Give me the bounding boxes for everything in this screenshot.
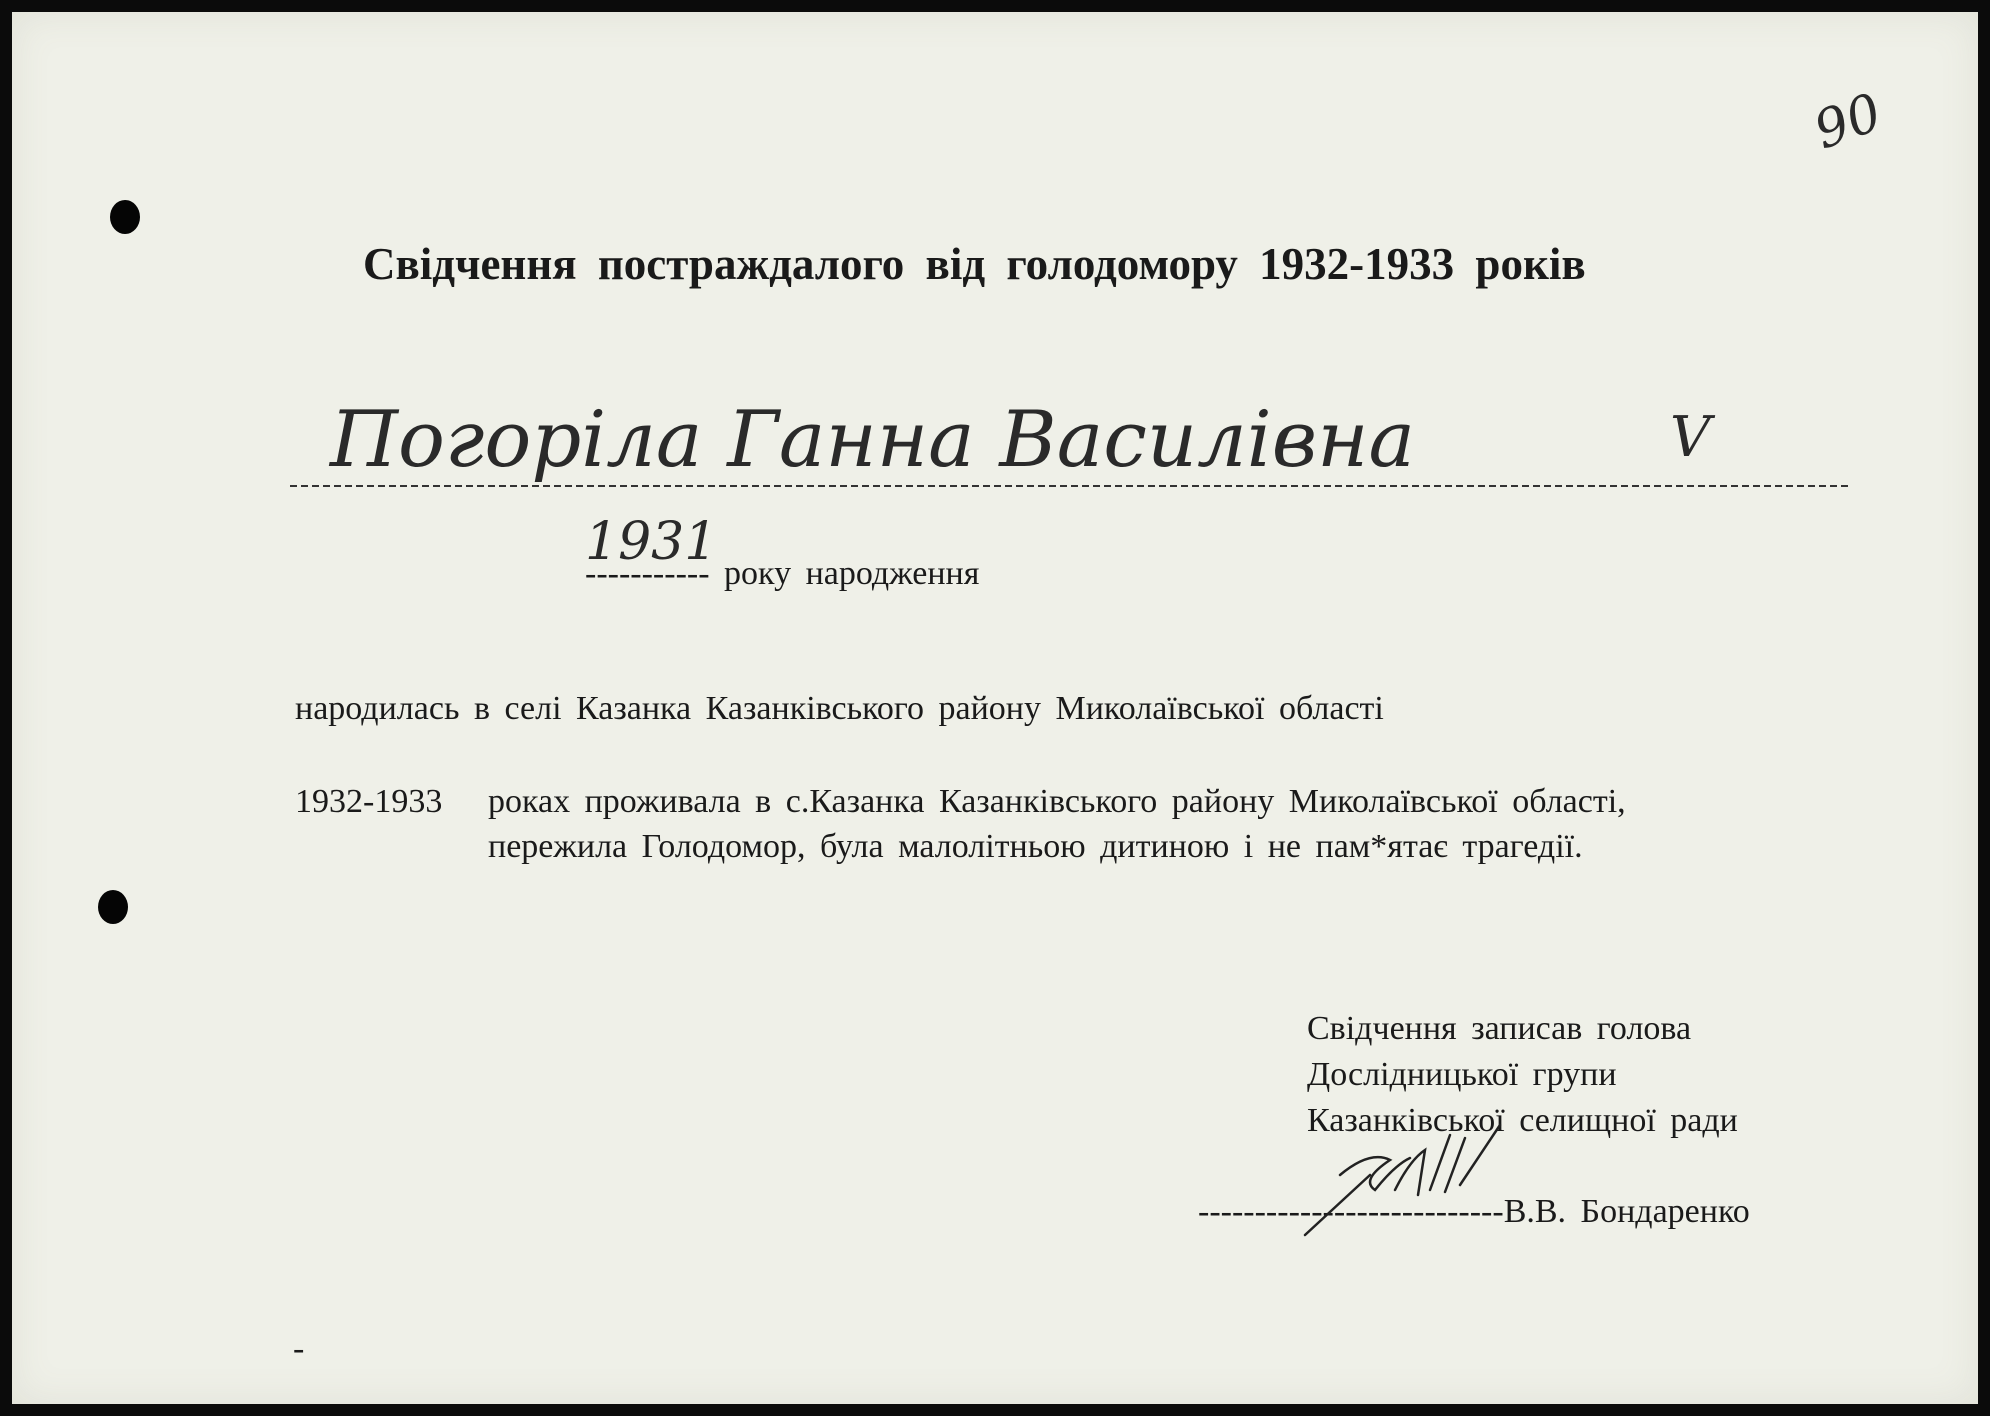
recorder-line-1: Свідчення записав голова [1307, 1010, 1692, 1047]
page-title: Свідчення постраждалого від голодомору 1932-1933 років [363, 239, 1586, 289]
recorder-line-3: Казанківської селищної ради [1307, 1102, 1738, 1139]
check-mark: V [1670, 405, 1711, 470]
recorder-signature-line: ---------------------------В.В. Бондаренко [1198, 1193, 1750, 1230]
residence-line-2: пережила Голодомор, була малолітньою дитиною і не пам*ятає трагедії. [488, 828, 1583, 865]
birth-year-label: ----------- року народження [585, 555, 980, 592]
footer-mark: - [293, 1330, 305, 1367]
punch-hole-top [110, 200, 140, 234]
signature [1300, 1120, 1520, 1240]
witness-name: Погоріла Ганна Василівна [330, 395, 1416, 485]
page-number: 90 [1806, 82, 1890, 162]
recorder-line-2: Дослідницької групи [1307, 1056, 1617, 1093]
punch-hole-bottom [98, 890, 128, 924]
residence-line-1: роках проживала в с.Казанка Казанківського району Миколаївської області, [488, 783, 1626, 820]
born-line: народилась в селі Казанка Казанківського району Миколаївської області [295, 690, 1384, 727]
residence-years: 1932-1933 [295, 783, 443, 820]
birth-year: 1931 [585, 512, 718, 572]
